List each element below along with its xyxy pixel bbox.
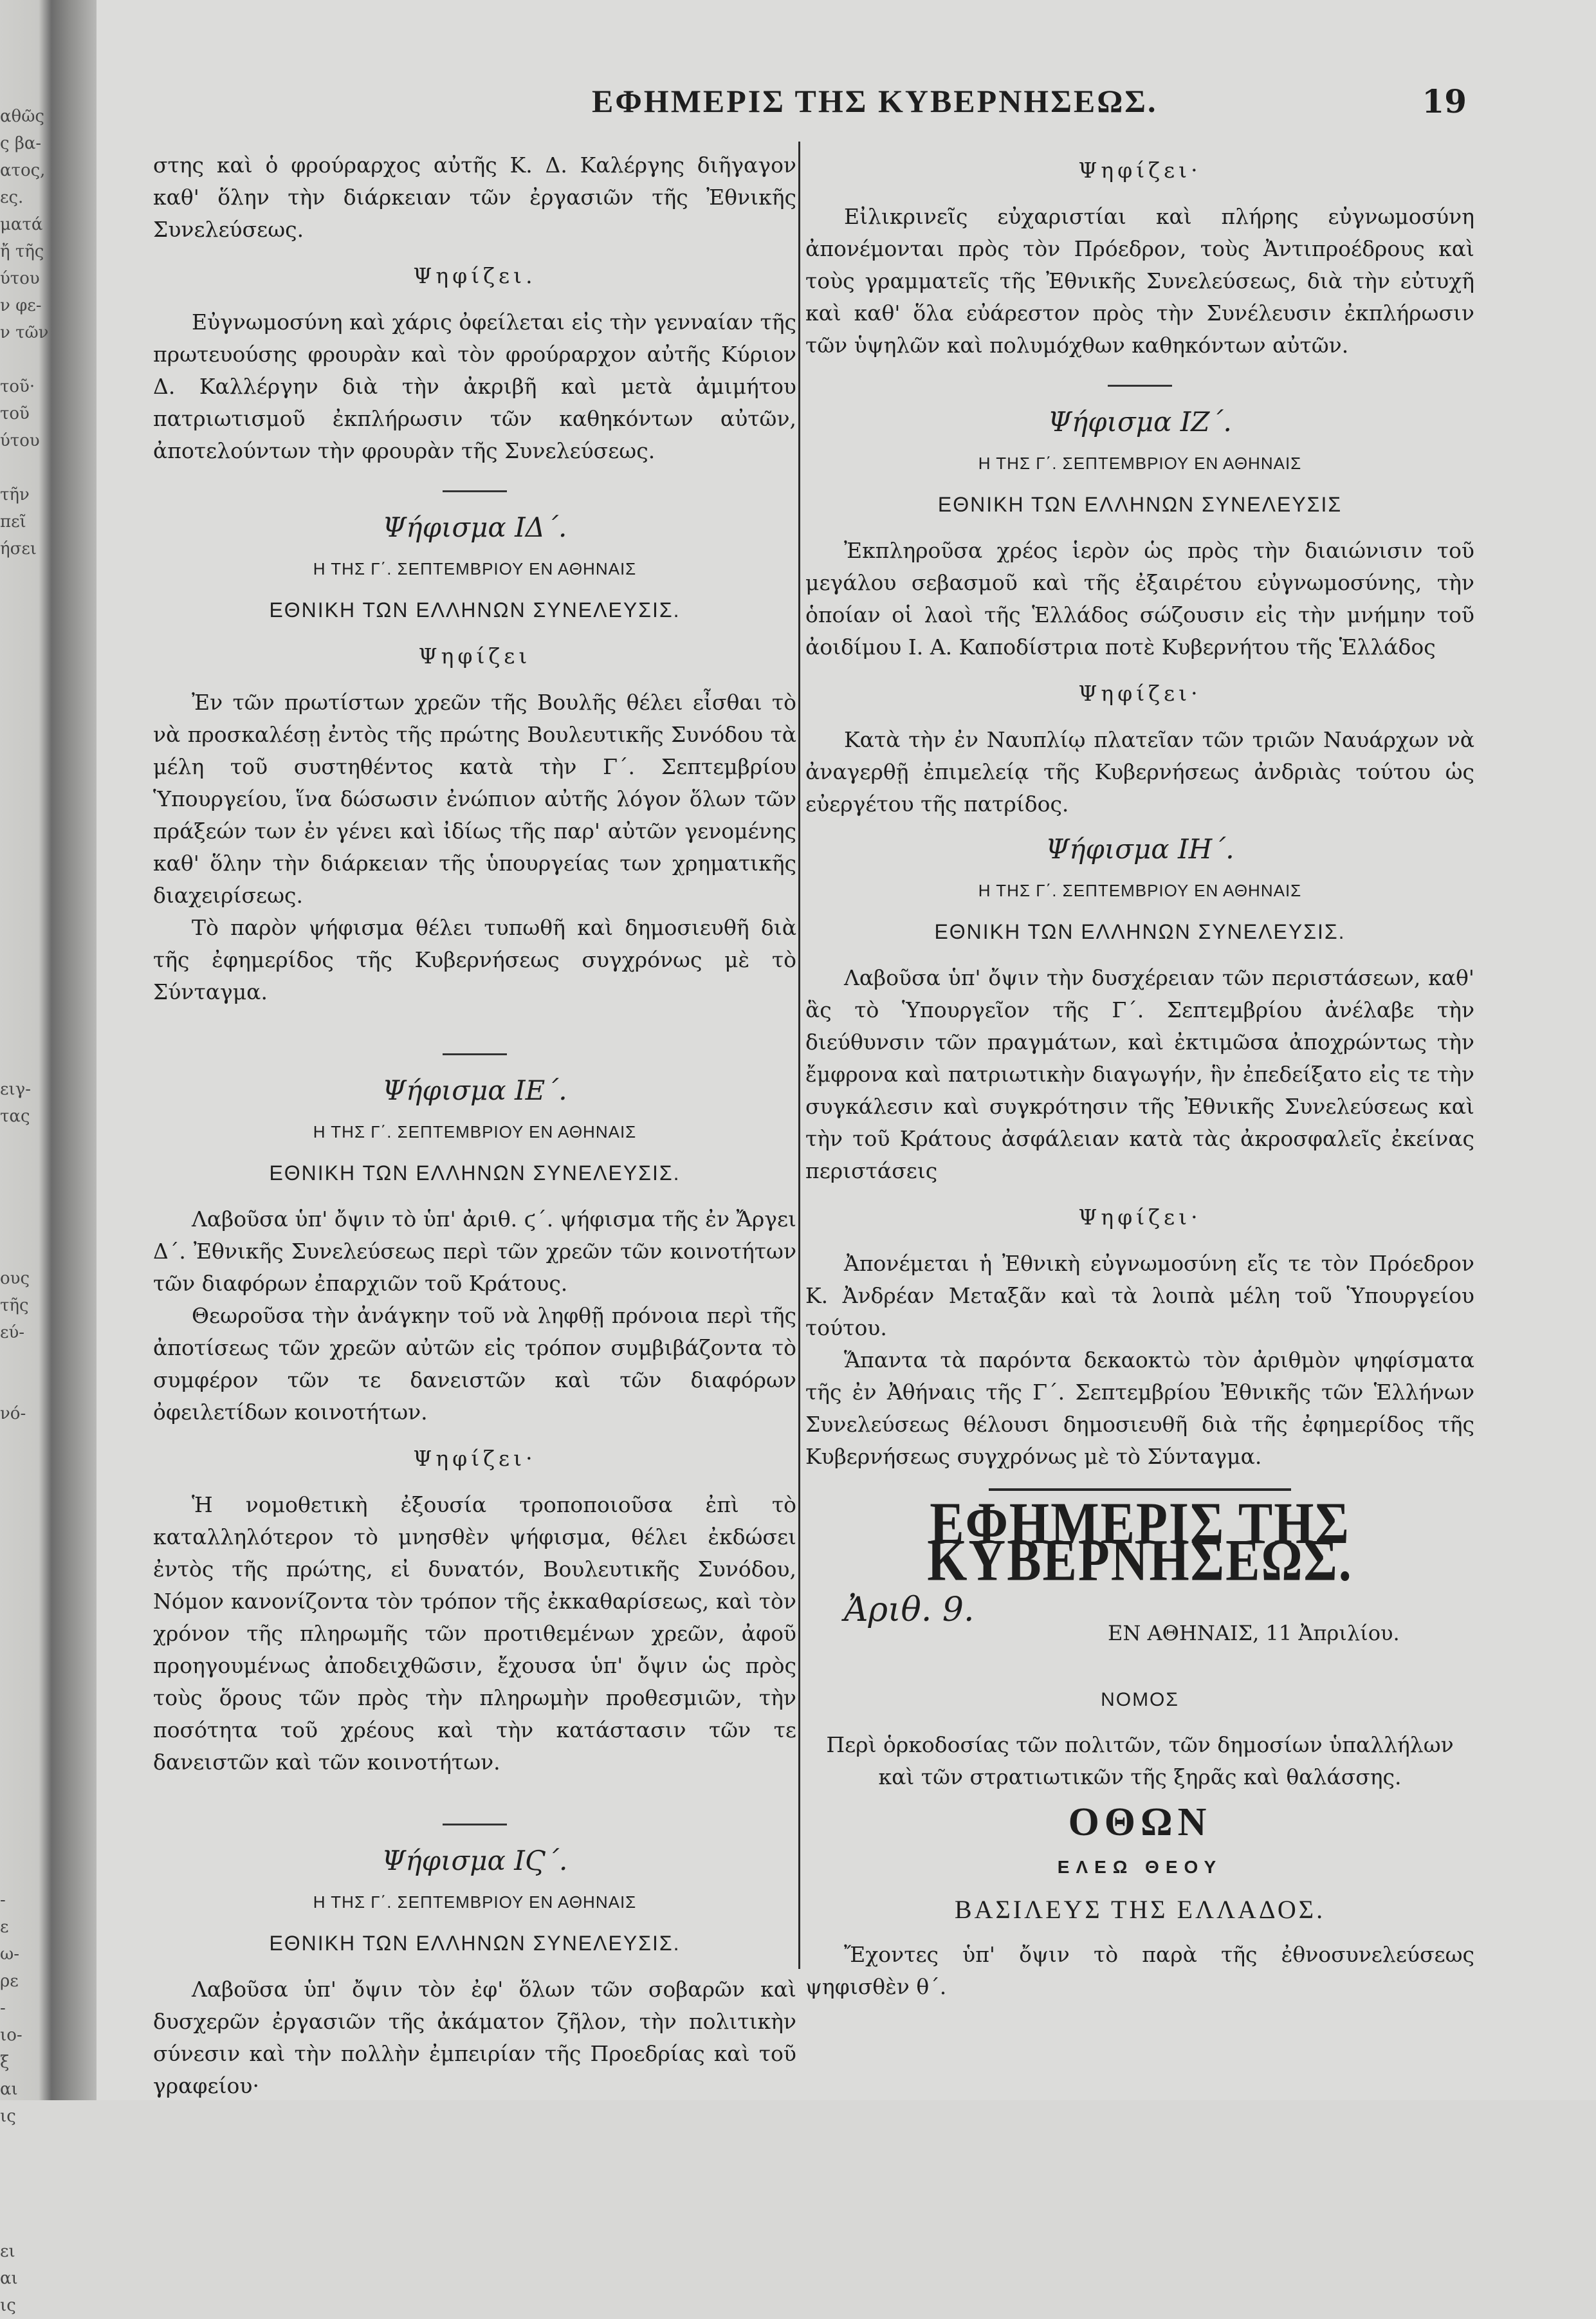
edge-fragment: [0, 1508, 50, 1535]
decree-body: ΕΘΝΙΚΗ ΤΩΝ ΕΛΛΗΝΩΝ ΣΥΝΕΛΕΥΣΙΣ.: [269, 1932, 681, 1955]
edge-fragment: πεῖ: [0, 512, 26, 531]
edge-fragment: [0, 346, 50, 373]
edge-fragment: [0, 454, 50, 481]
psephizei-heading: Ψηφίζει·: [1078, 681, 1202, 706]
masthead: ΕΦΗΜΕΡΙΣ ΤΗΣ ΚΥΒΕΡΝΗΣΕΩΣ.: [927, 1491, 1353, 1594]
edge-fragment: ιο-: [0, 2026, 23, 2045]
edge-fragment: [0, 1724, 50, 1751]
edge-fragment: ις: [0, 2107, 16, 2126]
paragraph: Λαβοῦσα ὑπ' ὄψιν τὸν ἐφ' ὅλων τῶν σοβαρῶν καὶ δυσχερῶν ἐργασιῶν τῆς ἀκάματον ζῆλον, τὴν πολιτικὴν σύνεσιν καὶ τὴν πολλὴν ἐμπειρίαν τῆς Προεδρίας καὶ τοῦ γραφείου·: [153, 1977, 796, 2098]
edge-fragment: [0, 779, 50, 806]
decree-title-18: Ψήφισμα ΙΗ΄.: [1045, 833, 1234, 865]
psephizei-heading: Ψηφίζει: [418, 643, 531, 669]
decree-date: Η ΤΗΣ Γ΄. ΣΕΠΤΕΜΒΡΙΟΥ ΕΝ ΑΘΗΝΑΙΣ: [313, 1892, 637, 1912]
edge-fragment: [0, 1697, 50, 1724]
edge-fragment: ύτου: [0, 269, 40, 288]
edge-fragment: τας: [0, 1107, 30, 1126]
edge-fragment: ἤ τῆς: [0, 242, 44, 261]
edge-fragment: [0, 995, 50, 1022]
edge-fragment: [0, 1427, 50, 1454]
edge-fragment: ω-: [0, 1945, 19, 1964]
decree-title-16: Ψήφισμα ΙϚ΄.: [381, 1845, 568, 1876]
edge-fragment: αθῶς: [0, 107, 44, 126]
decree-body: ΕΘΝΙΚΗ ΤΩΝ ΕΛΛΗΝΩΝ ΣΥΝΕΛΕΥΣΙΣ.: [934, 920, 1346, 943]
edge-fragment: [0, 1184, 50, 1211]
psephizei-heading: Ψηφίζει·: [1078, 1205, 1202, 1230]
edge-fragment: [0, 941, 50, 968]
edge-fragment: [0, 1589, 50, 1616]
edge-fragment: [0, 2184, 50, 2211]
edge-fragment: -: [0, 1890, 6, 1910]
paragraph: Ἐν τῶν πρωτίστων χρεῶν τῆς Βουλῆς θέλει εἶσθαι τὸ νὰ προσκαλέσῃ ἐντὸς τῆς πρώτης Βουλευτικῆς Συνόδου τὰ μέλη τοῦ συστηθέντος κατὰ τὴν Γ΄. Σεπτεμβρίου Ὑπουργείου, ἵνα δώσωσιν ἐνώπιον αὐτῆς λόγον ὅλων τῶν πράξεών των ἐν γένει καὶ ἰδίως τῆς παρ' αὐτῶν γενομένης καθ' ὅλην τὴν διάρκειαν τῆς ὑπουργείας των χρηματικῆς διαχειρίσεως.: [153, 690, 796, 908]
masthead-divider: [989, 1488, 1291, 1491]
edge-fragment: [0, 2211, 50, 2238]
paragraph: Ἀπονέμεται ἡ Ἐθνικὴ εὐγνωμοσύνη εἴς τε τὸν Πρόεδρον Κ. Ἀνδρέαν Μεταξᾶν καὶ τὰ λοιπὰ μέλη τοῦ Ὑπουργείου τούτου.: [805, 1251, 1474, 1340]
edge-fragment: [0, 1779, 50, 1806]
paragraph: Εἰλικρινεῖς εὐχαριστίαι καὶ πλήρης εὐγνωμοσύνη ἀπονέμονται πρὸς τὸν Πρόεδρον, τοὺς Ἀντιπροέδρους καὶ τοὺς γραμματεῖς τῆς Ἐθνικῆς Συνελεύσεως, διὰ τὴν εὐτυχῆ καὶ καθ' ὅλα εὐάρεστον πρὸς τὴν Συνέλευσιν ἐκπλήρωσιν τῶν ὑψηλῶν καὶ πολυμόχθων καθηκόντων αὐτῶν.: [805, 204, 1474, 358]
edge-fragment: [0, 643, 50, 670]
edge-fragment: [0, 725, 50, 752]
edge-fragment: [0, 1130, 50, 1157]
king-title: ΒΑΣΙΛΕΥΣ ΤΗΣ ΕΛΛΑΔΟΣ.: [954, 1895, 1326, 1924]
edge-fragment: νό-: [0, 1404, 26, 1423]
edge-fragment: -: [0, 1999, 6, 2018]
decree-body: ΕΘΝΙΚΗ ΤΩΝ ΕΛΛΗΝΩΝ ΣΥΝΕΛΕΥΣΙΣ.: [269, 1161, 681, 1185]
edge-fragment: τοῦ: [0, 404, 30, 423]
edge-fragment: [0, 1616, 50, 1643]
edge-fragment: [0, 833, 50, 860]
edge-fragment: τῆς: [0, 1296, 29, 1315]
edge-fragment: ήσει: [0, 539, 37, 559]
edge-fragment: [0, 968, 50, 995]
previous-page-edge: [0, 103, 50, 2315]
king-name: ΟΘΩΝ: [1068, 1800, 1212, 1844]
section-divider: [1108, 385, 1172, 387]
edge-fragment: [0, 1806, 50, 1833]
grace-of-god: ΕΛΕΩ ΘΕΟΥ: [1057, 1857, 1223, 1877]
decree-date: Η ΤΗΣ Γ΄. ΣΕΠΤΕΜΒΡΙΟΥ ΕΝ ΑΘΗΝΑΙΣ: [313, 559, 637, 578]
edge-fragment: [0, 1049, 50, 1076]
column-divider: [798, 142, 800, 1969]
edge-fragment: [0, 806, 50, 833]
paragraph: Ἔχοντες ὑπ' ὄψιν τὸ παρὰ τῆς ἐθνοσυνελεύσεως ψηφισθὲν θ΄.: [805, 1942, 1474, 1999]
edge-fragment: ματά: [0, 215, 43, 234]
edge-fragment: [0, 1454, 50, 1481]
edge-fragment: [0, 752, 50, 779]
issue-number: Ἀριθ. 9.: [844, 1591, 975, 1629]
paragraph: Κατὰ τὴν ἐν Ναυπλίῳ πλατεῖαν τῶν τριῶν Ναυάρχων νὰ ἀναγερθῇ ἐπιμελείᾳ τῆς Κυβερνήσεως ἀνδριὰς τούτου ὡς εὐεργέτου τῆς πατρίδος.: [805, 727, 1474, 817]
decree-title-17: Ψήφισμα ΙΖ΄.: [1048, 406, 1232, 438]
edge-fragment: [0, 562, 50, 589]
paragraph: Θεωροῦσα τὴν ἀνάγκην τοῦ νὰ ληφθῇ πρόνοια περὶ τῆς ἀποτίσεως τῶν χρεῶν αὐτῶν εἰς τρόπον συμβιβάζοντα τὸ συμφέρον τῶν τε δανειστῶν καὶ τῶν διαφόρων ὀφειλετίδων κοινοτήτων.: [153, 1303, 796, 1425]
paragraph: Ἡ νομοθετικὴ ἐξουσία τροποποιοῦσα ἐπὶ τὸ καταλληλότερον τὸ μνησθὲν ψήφισμα, θέλει ἐκδώσει ἐντὸς τῆς πρώτης, εἰ δυνατόν, Βουλευτικῆς Συνόδου, Νόμον κανονίζοντα τὸν τρόπον τῆς ἐκκαθαρίσεως, καὶ τὸν χρόνον τῆς πληρωμῆς τῶν προτιθεμένων χρεῶν, ἀφοῦ προηγουμένως ἀποδειχθῶσιν, ἔχουσα ὑπ' ὄψιν ὡς πρὸς τοὺς ὅρους τῶν πρὸς τὴν πληρωμὴν προθεσμιῶν, τὴν ποσότητα τοῦ χρέους καὶ τὴν κατάστασιν τῶν τε δανειστῶν καὶ τῶν κοινοτήτων.: [153, 1492, 796, 1775]
edge-fragment: ύτου: [0, 431, 40, 450]
edge-fragment: [0, 1860, 50, 1887]
paragraph: Λαβοῦσα ὑπ' ὄψιν τὴν δυσχέρειαν τῶν περιστάσεων, καθ' ἃς τὸ Ὑπουργεῖον τῆς Γ΄. Σεπτεμβρίου ἀνέλαβε τὴν διεύθυνσιν τῶν πραγμάτων, καὶ ἐκτιμῶσα ἀποχρώντως τὴν ἔμφρονα καὶ πατριωτικὴν διαγωγήν, ἣν ἐπεδείξατο εἰς τε τὴν συγκάλεσιν καὶ συγκρότησιν τῆς Ἐθνικῆς Συνελεύσεως καὶ τὴν τοῦ Κράτους ἀσφάλειαν κατὰ τὰς ἀκροσφαλεῖς ἐκείνας περιστάσεις: [805, 965, 1474, 1183]
decree-body: ΕΘΝΙΚΗ ΤΩΝ ΕΛΛΗΝΩΝ ΣΥΝΕΛΕΥΣΙΣ: [937, 493, 1343, 516]
paragraph: Ἅπαντα τὰ παρόντα δεκαοκτὼ τὸν ἀριθμὸν ψηφίσματα τῆς ἐν Ἀθήναις τῆς Γ΄. Σεπτεμβρίου Ἐθνικῆς τῶν Ἑλλήνων Συνελεύσεως θέλουσι δημοσιευθῆ διὰ τῆς ἐφημερίδος τῆς Κυβερνήσεως συγχρόνως μὲ τὸ Σύνταγμα.: [805, 1347, 1474, 1469]
edge-fragment: [0, 1022, 50, 1049]
edge-fragment: [0, 616, 50, 643]
edge-fragment: [0, 1535, 50, 1562]
issue-line: [805, 1591, 1474, 1645]
left-column: [153, 149, 796, 2102]
edge-fragment: [0, 1157, 50, 1184]
law-subject: Περὶ ὁρκοδοσίας τῶν πολιτῶν, τῶν δημοσίων ὑπαλλήλων καὶ τῶν στρατιωτικῶν τῆς ξηρᾶς καὶ θαλάσσης.: [826, 1732, 1454, 1789]
section-divider: [443, 1824, 507, 1825]
psephizei-heading: Ψηφίζει·: [413, 1446, 537, 1471]
edge-fragment: ειγ-: [0, 1080, 31, 1099]
edge-fragment: ατος,: [0, 161, 46, 180]
edge-fragment: ς βα-: [0, 134, 42, 153]
edge-fragment: [0, 1833, 50, 1860]
edge-fragment: [0, 2157, 50, 2184]
edge-fragment: [0, 1346, 50, 1373]
edge-fragment: αι: [0, 2080, 18, 2099]
decree-title-14: Ψήφισμα ΙΔ΄.: [382, 512, 567, 543]
edge-fragment: [0, 589, 50, 616]
law-heading: ΝΟΜΟΣ: [1101, 1689, 1179, 1710]
edge-fragment: ξ: [0, 2053, 10, 2072]
psephizei-heading: Ψηφίζει.: [413, 263, 537, 288]
edge-fragment: ει: [0, 2242, 15, 2261]
edge-fragment: [0, 1670, 50, 1697]
right-column: [805, 149, 1474, 2003]
decree-date: Η ΤΗΣ Γ΄. ΣΕΠΤΕΜΒΡΙΟΥ ΕΝ ΑΘΗΝΑΙΣ: [978, 881, 1302, 900]
edge-fragment: [0, 914, 50, 941]
gazette-title: ΕΦΗΜΕΡΙΣ ΤΗΣ ΚΥΒΕΡΝΗΣΕΩΣ.: [592, 83, 1158, 119]
edge-fragment: [0, 1562, 50, 1589]
edge-fragment: [0, 1238, 50, 1265]
paragraph: Ἐκπληροῦσα χρέος ἱερὸν ὡς πρὸς τὴν διαιώνισιν τοῦ μεγάλου σεβασμοῦ καὶ τῆς ἐξαιρέτου εὐγνωμοσύνης, τὴν ὁποίαν οἱ λαοὶ τῆς Ἑλλάδος σώζουσιν εἰς τὴν μνήμην τοῦ ἀοιδίμου Ι. Α. Καποδίστρια ποτὲ Κυβερνήτου τῆς Ἑλλάδος: [805, 538, 1474, 660]
intro-text: στης καὶ ὁ φρούραρχος αὐτῆς Κ. Δ. Καλέργης διῆγαγον καθ' ὅλην τὴν διάρκειαν τῶν ἐργασιῶν τῆς Ἐθνικῆς Συνελεύσεως.: [153, 152, 796, 242]
page-header: [244, 82, 1467, 134]
edge-fragment: ν τῶν: [0, 323, 49, 342]
psephizei-heading: Ψηφίζει·: [1078, 158, 1202, 183]
edge-fragment: τοῦ·: [0, 377, 35, 396]
edge-fragment: [0, 698, 50, 725]
edge-fragment: τῆν: [0, 485, 30, 504]
decree-body: ΕΘΝΙΚΗ ΤΩΝ ΕΛΛΗΝΩΝ ΣΥΝΕΛΕΥΣΙΣ.: [269, 598, 681, 622]
section-divider: [443, 1053, 507, 1055]
decree-date: Η ΤΗΣ Γ΄. ΣΕΠΤΕΜΒΡΙΟΥ ΕΝ ΑΘΗΝΑΙΣ: [978, 454, 1302, 473]
decree-title-15: Ψήφισμα ΙΕ΄.: [382, 1075, 567, 1106]
edge-fragment: ις: [0, 2296, 16, 2315]
edge-fragment: [0, 1211, 50, 1238]
edge-fragment: [0, 1751, 50, 1779]
edge-fragment: ε: [0, 1917, 9, 1937]
edge-fragment: ν φε-: [0, 296, 42, 315]
edge-fragment: [0, 2130, 50, 2157]
section-divider: [443, 490, 507, 492]
edge-fragment: [0, 1373, 50, 1400]
paragraph: Λαβοῦσα ὑπ' ὄψιν τὸ ὑπ' ἀριθ. ϛ΄. ψήφισμα τῆς ἐν Ἄργει Δ΄. Ἐθνικῆς Συνελεύσεως περὶ τῶν χρεῶν τῶν κοινοτήτων τῶν διαφόρων ἐπαρχιῶν τοῦ Κράτους.: [153, 1206, 796, 1296]
edge-fragment: [0, 670, 50, 698]
edge-fragment: ρε: [0, 1972, 19, 1991]
paragraph: Εὐγνωμοσύνη καὶ χάρις ὀφείλεται εἰς τὴν γενναίαν τῆς πρωτευούσης φρουρὰν καὶ τὸν φρούραρχον αὐτῆς Κύριον Δ. Καλλέργην διὰ τὴν ἀκριβῆ καὶ μετὰ ἀμιμήτου πατριωτισμοῦ ἐκπλήρωσιν τῶν καθηκόντων αὐτῶν, ἀποτελούντων τὴν φρουρὰν τῆς Συνελεύσεως.: [153, 310, 796, 463]
edge-fragment: [0, 1481, 50, 1508]
edge-fragment: [0, 887, 50, 914]
edge-fragment: [0, 860, 50, 887]
edge-fragment: ες.: [0, 188, 24, 207]
issue-date: ΕΝ ΑΘΗΝΑΙΣ, 11 Ἀπριλίου.: [1108, 1621, 1400, 1645]
edge-fragment: [0, 1643, 50, 1670]
edge-fragment: αι: [0, 2269, 18, 2288]
edge-fragment: εύ-: [0, 1323, 25, 1342]
paragraph: Τὸ παρὸν ψήφισμα θέλει τυπωθῆ καὶ δημοσιευθῆ διὰ τῆς ἐφημερίδος τῆς Κυβερνήσεως συγχρόνως μὲ τὸ Σύνταγμα.: [153, 915, 796, 1004]
edge-fragment: ους: [0, 1269, 30, 1288]
decree-date: Η ΤΗΣ Γ΄. ΣΕΠΤΕΜΒΡΙΟΥ ΕΝ ΑΘΗΝΑΙΣ: [313, 1122, 637, 1141]
page-number: 19: [1422, 82, 1467, 120]
